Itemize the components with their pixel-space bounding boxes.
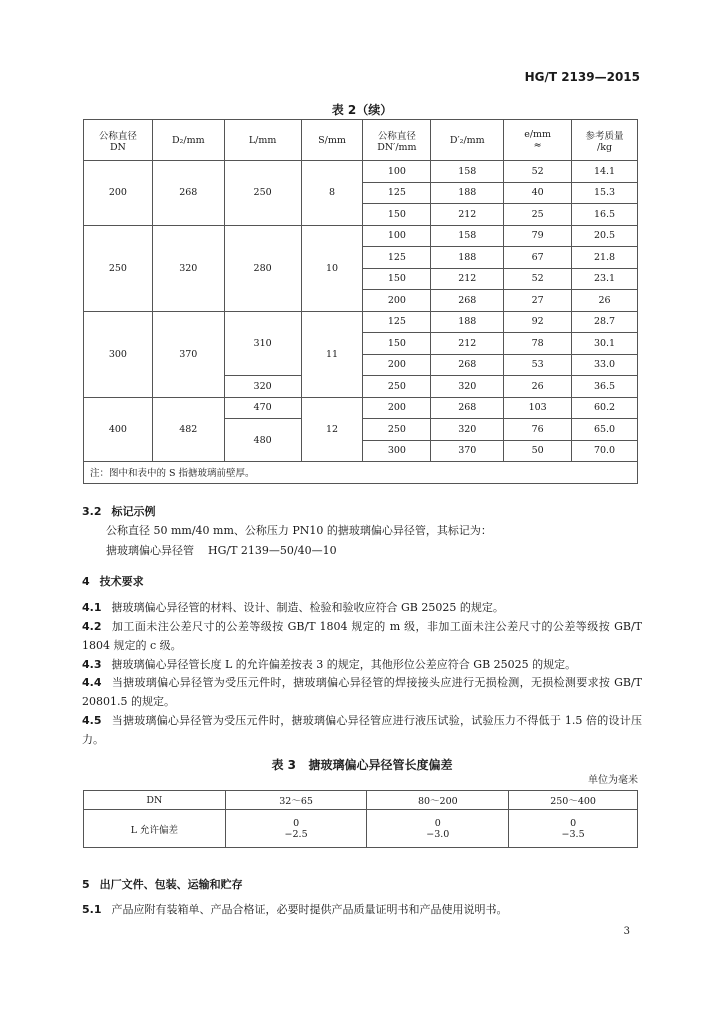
d2-cell: 268	[152, 161, 224, 226]
section-number: 4	[82, 575, 90, 588]
dn2-cell: 125	[363, 182, 431, 204]
e-cell: 26	[504, 376, 572, 398]
d22-cell: 158	[431, 161, 504, 183]
dn-cell: 400	[84, 397, 153, 462]
d22-cell: 188	[431, 182, 504, 204]
d22-cell: 158	[431, 225, 504, 247]
mass-cell: 14.1	[572, 161, 638, 183]
d22-cell: 212	[431, 204, 504, 226]
col-d22-header: D′₂/mm	[431, 120, 504, 161]
e-cell: 40	[504, 182, 572, 204]
dn2-cell: 125	[363, 311, 431, 333]
s-cell: 10	[301, 225, 363, 311]
e-cell: 67	[504, 247, 572, 269]
mass-cell: 23.1	[572, 268, 638, 290]
clause-4-4: 4.4 当搪玻璃偏心异径管为受压元件时，搪玻璃偏心异径管的焊接接头应进行无损检测，无损检测要求按 GB/T 20801.5 的规定。	[82, 676, 642, 708]
d2-cell: 370	[152, 311, 224, 397]
d22-cell: 188	[431, 247, 504, 269]
l-cell: 480	[224, 419, 301, 462]
dn2-cell: 100	[363, 225, 431, 247]
dn2-cell: 300	[363, 440, 431, 462]
section-title: 出厂文件、包装、运输和贮存	[99, 878, 243, 891]
standard-number: HG/T 2139—2015	[524, 70, 640, 84]
l-cell: 470	[224, 397, 301, 419]
mass-cell: 28.7	[572, 311, 638, 333]
d22-cell: 320	[431, 376, 504, 398]
l-cell: 250	[224, 161, 301, 226]
dn-cell: 250	[84, 225, 153, 311]
section-number: 5	[82, 878, 90, 891]
d22-cell: 212	[431, 268, 504, 290]
tolerance-cell: 0 −3.0	[367, 810, 509, 848]
e-cell: 52	[504, 161, 572, 183]
d22-cell: 370	[431, 440, 504, 462]
dn-cell: 200	[84, 161, 153, 226]
mass-cell: 30.1	[572, 333, 638, 355]
dn2-cell: 250	[363, 376, 431, 398]
tolerance-cell: 0 −3.5	[509, 810, 638, 848]
dn2-cell: 200	[363, 397, 431, 419]
mass-cell: 16.5	[572, 204, 638, 226]
section-number: 3.2	[82, 505, 102, 518]
mass-cell: 26	[572, 290, 638, 312]
dn2-cell: 200	[363, 354, 431, 376]
table-row	[84, 161, 638, 183]
table-3	[83, 790, 638, 848]
section-title: 标记示例	[111, 505, 156, 518]
e-cell: 92	[504, 311, 572, 333]
e-cell: 103	[504, 397, 572, 419]
mass-cell: 15.3	[572, 182, 638, 204]
dn2-cell: 125	[363, 247, 431, 269]
l-cell: 320	[224, 376, 301, 398]
d22-cell: 320	[431, 419, 504, 441]
table-row	[84, 225, 638, 247]
e-cell: 78	[504, 333, 572, 355]
d22-cell: 268	[431, 354, 504, 376]
d22-cell: 188	[431, 311, 504, 333]
table3-header-row	[84, 791, 638, 810]
table3-caption: 表 3 搪玻璃偏心异径管长度偏差	[271, 758, 453, 772]
marking-example-line2: 搪玻璃偏心异径管 HG/T 2139—50/40—10	[106, 544, 337, 557]
s-cell: 11	[301, 311, 363, 397]
clause-4-1: 4.1 搪玻璃偏心异径管的材料、设计、制造、检验和验收应符合 GB 25025 的规定。	[82, 601, 504, 614]
dn2-cell: 150	[363, 268, 431, 290]
section-4-heading	[82, 574, 144, 590]
table2-caption: 表 2（续）	[331, 103, 393, 117]
col-s-header: S/mm	[301, 120, 363, 161]
clause-4-3: 4.3 搪玻璃偏心异径管长度 L 的允许偏差按表 3 的规定，其他形位公差应符合 GB 25025 的规定。	[82, 658, 577, 671]
mass-cell: 20.5	[572, 225, 638, 247]
mass-cell: 65.0	[572, 419, 638, 441]
e-cell: 76	[504, 419, 572, 441]
col-e-header: e/mm ≈	[504, 120, 572, 161]
table-2	[83, 119, 638, 484]
section-3-2-heading	[82, 504, 156, 520]
section-5-heading	[82, 877, 243, 893]
d22-cell: 212	[431, 333, 504, 355]
tolerance-cell: 0 −2.5	[225, 810, 367, 848]
page-number: 3	[623, 926, 630, 937]
col-dn-header: 公称直径 DN	[84, 120, 153, 161]
clause-5-1: 5.1 产品应附有装箱单、产品合格证，必要时提供产品质量证明书和产品使用说明书。	[82, 903, 508, 916]
mass-cell: 33.0	[572, 354, 638, 376]
section-title: 技术要求	[99, 575, 144, 588]
col-l-header: L/mm	[224, 120, 301, 161]
d22-cell: 268	[431, 290, 504, 312]
e-cell: 52	[504, 268, 572, 290]
col-dn-header: DN	[84, 791, 226, 810]
dn2-cell: 150	[363, 204, 431, 226]
e-cell: 27	[504, 290, 572, 312]
dn-cell: 300	[84, 311, 153, 397]
d22-cell: 268	[431, 397, 504, 419]
clause-4-5: 4.5 当搪玻璃偏心异径管为受压元件时，搪玻璃偏心异径管应进行液压试验，试验压力不得低于 1.5 倍的设计压力。	[82, 714, 642, 746]
dn2-cell: 250	[363, 419, 431, 441]
table2-note: 注：图中和表中的 S 指搪玻璃前壁厚。	[84, 462, 638, 484]
dn2-cell: 100	[363, 161, 431, 183]
d2-cell: 320	[152, 225, 224, 311]
col-mass-header: 参考质量 /kg	[572, 120, 638, 161]
table3-unit: 单位为毫米	[588, 775, 638, 786]
row-label: L 允许偏差	[84, 810, 226, 848]
col-dn2-header: 公称直径 DN′/mm	[363, 120, 431, 161]
col-range-header: 80～200	[367, 791, 509, 810]
mass-cell: 60.2	[572, 397, 638, 419]
table-row	[84, 311, 638, 333]
l-cell: 310	[224, 311, 301, 376]
s-cell: 12	[301, 397, 363, 462]
dn2-cell: 150	[363, 333, 431, 355]
clause-4-2: 4.2 加工面未注公差尺寸的公差等级按 GB/T 1804 规定的 m 级，非加工面未注公差尺寸的公差等级按 GB/T 1804 规定的 c 级。	[82, 620, 642, 652]
l-cell: 280	[224, 225, 301, 311]
table2-header-row	[84, 120, 638, 161]
table-note-row	[84, 462, 638, 484]
col-d2-header: D₂/mm	[152, 120, 224, 161]
e-cell: 79	[504, 225, 572, 247]
dn2-cell: 200	[363, 290, 431, 312]
e-cell: 50	[504, 440, 572, 462]
mass-cell: 70.0	[572, 440, 638, 462]
d2-cell: 482	[152, 397, 224, 462]
table-row	[84, 810, 638, 848]
mass-cell: 21.8	[572, 247, 638, 269]
mass-cell: 36.5	[572, 376, 638, 398]
col-range-header: 32～65	[225, 791, 367, 810]
marking-example-line1: 公称直径 50 mm/40 mm、公称压力 PN10 的搪玻璃偏心异径管，其标记为：	[106, 524, 492, 537]
e-cell: 25	[504, 204, 572, 226]
s-cell: 8	[301, 161, 363, 226]
e-cell: 53	[504, 354, 572, 376]
table-row	[84, 397, 638, 419]
col-range-header: 250～400	[509, 791, 638, 810]
